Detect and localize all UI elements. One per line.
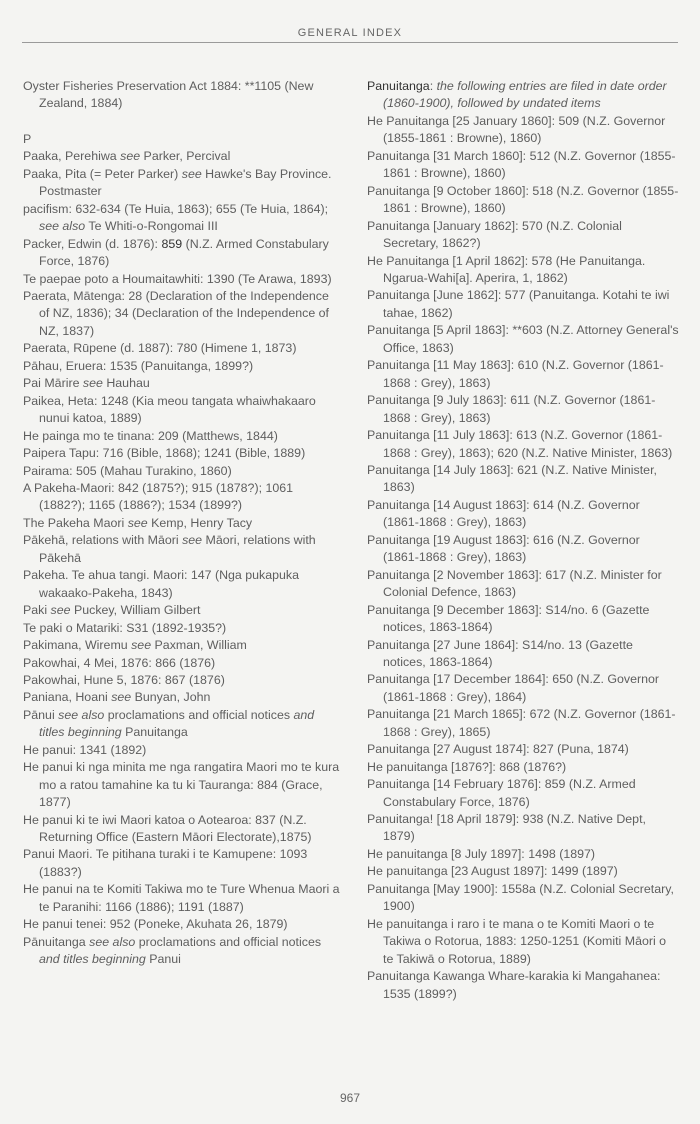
index-entry: Pānuitanga see also proclamations and official notices and titles beginning Panui [23, 934, 322, 967]
index-entry: Panuitanga [11 May 1863]: 610 (N.Z. Governor (1861-1868 : Grey), 1863) [367, 358, 664, 390]
index-entry: Packer, Edwin (d. 1876): 859 (N.Z. Armed Constabulary Force, 1876) [23, 236, 329, 269]
index-entry: Panuitanga [27 June 1864]: S14/no. 13 (Gazette notices, 1863-1864) [367, 637, 633, 669]
index-entry: Paikea, Heta: 1248 (Kia meou tangata whaiwhakaaro nunui katoa, 1889) [23, 393, 316, 426]
index-entry: He panui tenei: 952 (Poneke, Akuhata 26, 1879) [23, 917, 288, 932]
index-entry: pacifism: 632-634 (Te Huia, 1863); 655 (Te Huia, 1864); see also Te Whiti-o-Rongomai III [23, 201, 329, 234]
index-entry: Pakeha. Te ahua tangi. Maori: 147 (Nga pukapuka wakaako-Pakeha, 1843) [23, 568, 299, 600]
index-entry: Panuitanga [May 1900]: 1558a (N.Z. Colonial Secretary, 1900) [367, 881, 674, 914]
index-entry: Panuitanga [9 October 1860]: 518 (N.Z. Governor (1855-1861 : Browne), 1860) [367, 183, 679, 216]
index-entry: He panuitanga [8 July 1897]: 1498 (1897) [367, 846, 596, 861]
index-entry: Panuitanga [5 April 1863]: **603 (N.Z. Attorney General's Office, 1863) [367, 323, 679, 355]
index-entry: Pānui see also proclamations and official notices and titles beginning Panuitanga [23, 707, 315, 740]
index-entry: Panuitanga [27 August 1874]: 827 (Puna, 1874) [367, 742, 629, 757]
page-number: 967 [339, 1091, 361, 1105]
index-entry: Panuitanga [31 March 1860]: 512 (N.Z. Governor (1855-1861 : Browne), 1860) [367, 148, 676, 181]
index-entry: He panui: 1341 (1892) [23, 742, 147, 757]
index-entry: Panuitanga [17 December 1864]: 650 (N.Z. Governor (1861-1868 : Grey), 1864) [367, 672, 660, 704]
index-entry: Panuitanga [21 March 1865]: 672 (N.Z. Governor (1861-1868 : Grey), 1865) [367, 707, 676, 739]
index-entry: He panuitanga i raro i te mana o te Komiti Maori o te Takiwa o Rotorua, 1883: 1250-1251 (Komiti Māori o te Takiwā o Rotorua, 1889) [367, 916, 667, 966]
index-entry: He Panuitanga [1 April 1862]: 578 (He Panuitanga. Ngarua-Wahi[a]. Aperira, 1, 1862) [367, 253, 646, 285]
index-entry: The Pakeha Maori see Kemp, Henry Tacy [23, 515, 253, 530]
index-entry: He panui ki te iwi Maori katoa o Aotearoa: 837 (N.Z. Returning Office (Eastern Māori Electorate),1875) [23, 812, 312, 845]
index-entry: Pakowhai, Hune 5, 1876: 867 (1876) [23, 672, 225, 687]
index-entry: Panui Maori. Te pitihana turaki i te Kamupene: 1093 (1883?) [23, 847, 308, 879]
index-entry: He painga mo te tinana: 209 (Matthews, 1844) [23, 428, 278, 443]
index-entry: Panuitanga: the following entries are filed in date order (1860-1900), followed by undated items [367, 79, 667, 111]
index-entry: Pākehā, relations with Māori see Māori, relations with Pākehā [23, 533, 316, 565]
index-entry: Panuitanga [9 July 1863]: 611 (N.Z. Governor (1861-1868 : Grey), 1863) [367, 393, 656, 425]
index-entry: Oyster Fisheries Preservation Act 1884: **1105 (New Zealand, 1884) [23, 79, 314, 111]
index-entry: Panuitanga [2 November 1863]: 617 (N.Z. Minister for Colonial Defence, 1863) [367, 567, 662, 600]
index-entry: Panuitanga [19 August 1863]: 616 (N.Z. Governor (1861-1868 : Grey), 1863) [367, 532, 640, 565]
index-entry: Pairama: 505 (Mahau Turakino, 1860) [23, 463, 232, 478]
index-entry: Pakimana, Wiremu see Paxman, William [23, 638, 247, 653]
index-entry: Panuitanga [January 1862]: 570 (N.Z. Colonial Secretary, 1862?) [367, 218, 622, 251]
index-entry: Panuitanga [14 August 1863]: 614 (N.Z. Governor (1861-1868 : Grey), 1863) [367, 497, 640, 530]
index-entry: He panui na te Komiti Takiwa mo te Ture Whenua Maori a te Paranihi: 1166 (1886); 1191 (1887) [23, 882, 340, 914]
index-entry: Paipera Tapu: 716 (Bible, 1868); 1241 (Bible, 1889) [23, 446, 306, 461]
index-entry: Te paki o Matariki: S31 (1892-1935?) [23, 620, 227, 635]
index-entry: Paki see Puckey, William Gilbert [23, 603, 201, 618]
index-entry: Panuitanga! [18 April 1879]: 938 (N.Z. Native Dept, 1879) [367, 812, 646, 844]
index-entry: Panuitanga [11 July 1863]: 613 (N.Z. Governor (1861-1868 : Grey), 1863); 620 (N.Z. Native Minister, 1863) [367, 428, 673, 460]
index-entry: A Pakeha-Maori: 842 (1875?); 915 (1878?); 1061 (1882?); 1165 (1886?); 1534 (1899?) [23, 480, 294, 513]
index-entry: Panuitanga [14 February 1876]: 859 (N.Z. Armed Constabulary Force, 1876) [367, 777, 636, 809]
section-letter: P [23, 131, 32, 146]
index-entry: He panuitanga [23 August 1897]: 1499 (1897) [367, 864, 618, 879]
index-column-right [367, 78, 679, 1003]
index-entry: Panuitanga [9 December 1863]: S14/no. 6 (Gazette notices, 1863-1864) [367, 602, 650, 635]
index-entry: Pai Mārire see Hauhau [23, 376, 150, 391]
index-entry: He panuitanga [1876?]: 868 (1876?) [367, 759, 567, 774]
index-column-left [23, 78, 341, 969]
index-entry: He Panuitanga [25 January 1860]: 509 (N.Z. Governor (1855-1861 : Browne), 1860) [367, 113, 666, 146]
index-entry: Panuitanga [14 July 1863]: 621 (N.Z. Native Minister, 1863) [367, 462, 657, 495]
index-entry: Te paepae poto a Houmaitawhiti: 1390 (Te Arawa, 1893) [23, 271, 332, 286]
index-entry: He panui ki nga minita me nga rangatira Maori mo te kura mo a ratou tamahine ka tu ki Tauranga: 884 (Grace, 1877) [23, 760, 340, 810]
running-header: GENERAL INDEX [297, 27, 403, 39]
index-entry: Pakowhai, 4 Mei, 1876: 866 (1876) [23, 655, 216, 670]
index-entry: Paerata, Rūpene (d. 1887): 780 (Himene 1, 1873) [23, 341, 297, 356]
index-entry: Paniana, Hoani see Bunyan, John [23, 690, 211, 705]
header-rule [22, 42, 678, 43]
index-entry: Paerata, Mātenga: 28 (Declaration of the Independence of NZ, 1836); 34 (Declaration of the Independence of NZ, 1837) [23, 288, 329, 338]
index-entry: Panuitanga [June 1862]: 577 (Panuitanga. Kotahi te iwi tahae, 1862) [367, 288, 670, 320]
index-entry: Paaka, Perehiwa see Parker, Percival [23, 149, 231, 164]
index-entry: Panuitanga Kawanga Whare-karakia ki Mangahanea: 1535 (1899?) [367, 969, 661, 1001]
index-entry: Paaka, Pita (= Peter Parker) see Hawke's Bay Province. Postmaster [23, 166, 332, 199]
index-entry: Pāhau, Eruera: 1535 (Panuitanga, 1899?) [23, 358, 254, 373]
